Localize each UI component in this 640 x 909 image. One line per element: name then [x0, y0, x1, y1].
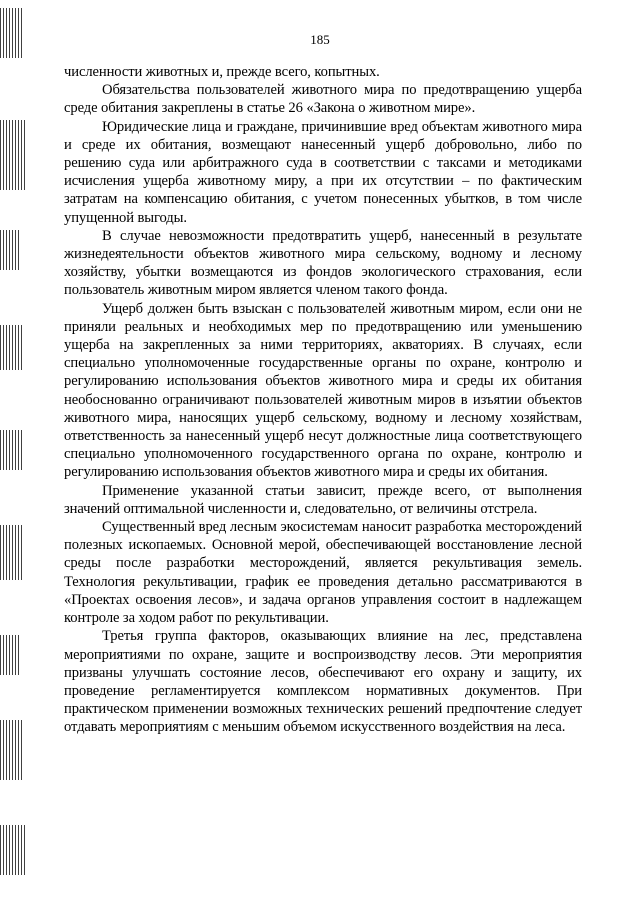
page-number: 185 [310, 32, 330, 47]
scan-binding-edge [0, 0, 40, 909]
paragraph: Юридические лица и граждане, причинившие вред объектам животного мира и среде их обитания, возмещают нанесенный ущерб добровольно, либо по решению суда или арбитражного суда в соответствии с таксами и методиками исчисления ущерба животному миру, а при их отсутствии – по фактическим затратам на компенсацию обитания, с учетом понесенных убытков, в том числе упущенной выгоды. [64, 118, 582, 226]
paragraph: Существенный вред лесным экосистемам наносит разработка месторождений полезных ископаемых. Основной мерой, обеспечивающей восстановление лесной среды после разработки месторождений, является рекультивация земель. Технология рекультивации, график ее проведения детально рассматриваются в «Проектах освоения лесов», и задача органов управления состоит в надлежащем контроле за ходом работ по рекультивации. [64, 519, 582, 627]
paragraph: Обязательства пользователей животного мира по предотвращению ущерба среде обитания закреплены в статье 26 «Закона о животном мире». [64, 82, 582, 117]
scan-noise [0, 230, 20, 270]
paragraph: Третья группа факторов, оказывающих влияние на лес, представлена мероприятиями по охране, защите и воспроизводству лесов. Эти мероприятия призваны улучшать состояние лесов, обеспечивают его охрану и защиту, их проведение регламентируется комплексом нормативных документов. При практическом применении возможных технических решений предпочтение следует отдавать мероприятиям с меньшим объемом искусственного воздействия на леса. [64, 628, 582, 736]
paragraph: В случае невозможности предотвратить ущерб, нанесенный в результате жизнедеятельности объектов животного мира сельскому, водному и лесному хозяйству, убытки возмещаются из фондов экологического страхования, если пользователь животным миром является членом такого фонда. [64, 227, 582, 299]
page-body [64, 63, 582, 737]
scan-noise [0, 120, 26, 190]
paragraph: Применение указанной статьи зависит, прежде всего, от выполнения значений оптимальной численности и, следовательно, от величины отстрела. [64, 482, 582, 517]
scan-noise [0, 720, 24, 780]
scan-noise [0, 525, 24, 580]
scan-noise [0, 325, 22, 370]
scan-noise [0, 430, 22, 470]
paragraph: Ущерб должен быть взыскан с пользователей животным миром, если они не приняли реальных и необходимых мер по предотвращению или уменьшению ущерба на закрепленных за ними территориях, акваториях. В случаях, если специально уполномоченные государственные органы по охране, контролю и регулированию использования объектов животного мира и среды их обитания необоснованно ограничивают пользователей животным миров в изъятии объектов животного мира, наносящих ущерб сельскому, водному и лесному хозяйствам, ответственность за нанесенный ущерб несут должностные лица соответствующего специально уполномоченного государственного органа по охране, контролю и регулированию использования объектов животного мира и среды их обитания. [64, 300, 582, 481]
scan-noise [0, 635, 20, 675]
scan-noise [0, 825, 26, 875]
paragraph: численности животных и, прежде всего, копытных. [64, 64, 380, 80]
